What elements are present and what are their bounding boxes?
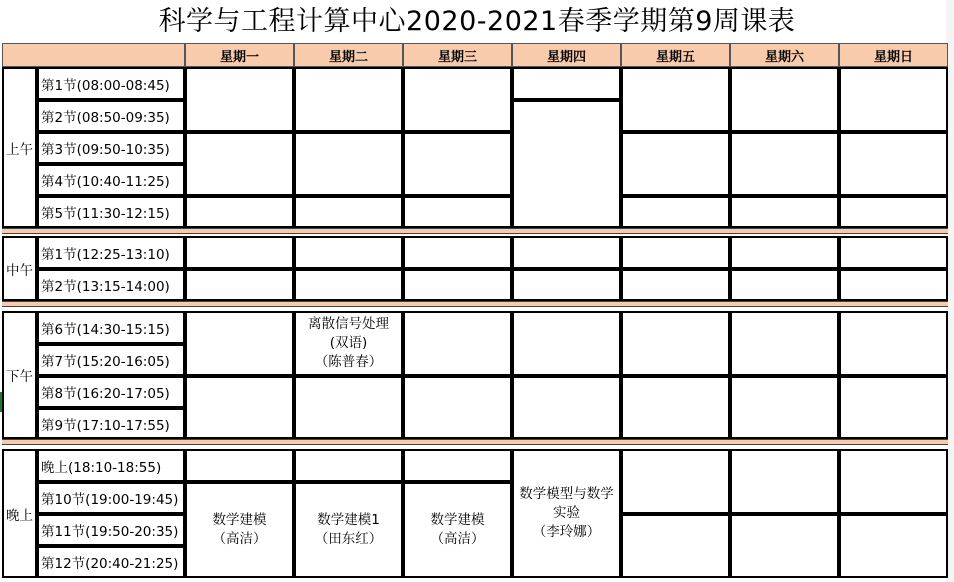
slot-cell[interactable] xyxy=(730,514,839,578)
slot-cell[interactable] xyxy=(621,269,730,301)
course-name: 数学模型与数学实验 xyxy=(519,486,614,521)
period-label: 第7节(15:20-16:05) xyxy=(37,344,185,376)
slot-cell[interactable] xyxy=(839,269,948,301)
slot-cell[interactable] xyxy=(185,132,294,196)
section-label-evening: 晚上 xyxy=(2,449,37,578)
period-label: 第4节(10:40-11:25) xyxy=(37,164,185,196)
course-cell[interactable] xyxy=(403,482,512,578)
slot-cell[interactable] xyxy=(839,311,948,376)
slot-cell[interactable] xyxy=(185,236,294,269)
slot-cell[interactable] xyxy=(403,67,512,132)
period-label: 第1节(08:00-08:45) xyxy=(37,67,185,100)
slot-cell[interactable] xyxy=(512,236,621,269)
slot-cell[interactable] xyxy=(730,132,839,196)
period-label: 第2节(08:50-09:35) xyxy=(37,100,185,132)
day-header: 星期四 xyxy=(512,43,621,67)
slot-cell[interactable] xyxy=(294,67,403,132)
slot-cell[interactable] xyxy=(403,376,512,439)
course-cell[interactable] xyxy=(294,482,403,578)
course-cell[interactable] xyxy=(185,482,294,578)
course-name: 数学建模1 xyxy=(317,512,380,528)
section-label-noon: 中午 xyxy=(2,236,37,301)
slot-cell[interactable] xyxy=(403,449,512,482)
slot-cell[interactable] xyxy=(730,196,839,228)
slot-cell[interactable] xyxy=(730,376,839,439)
course-name: 数学建模 xyxy=(430,512,485,528)
course-cell[interactable] xyxy=(512,449,621,578)
period-label: 第3节(09:50-10:35) xyxy=(37,132,185,164)
slot-cell[interactable] xyxy=(403,132,512,196)
section-separator xyxy=(2,439,948,445)
slot-cell[interactable] xyxy=(185,449,294,482)
slot-cell[interactable] xyxy=(730,67,839,132)
slot-cell[interactable] xyxy=(512,376,621,439)
slot-cell[interactable] xyxy=(730,236,839,269)
slot-cell[interactable] xyxy=(294,376,403,439)
period-label: 晚上(18:10-18:55) xyxy=(37,449,185,482)
slot-cell[interactable] xyxy=(621,449,730,514)
slot-cell[interactable] xyxy=(839,132,948,196)
slot-cell[interactable] xyxy=(294,236,403,269)
day-header: 星期五 xyxy=(621,43,730,67)
section-separator xyxy=(2,228,948,234)
slot-cell[interactable] xyxy=(185,269,294,301)
course-name: 数学建模 xyxy=(212,512,267,528)
slot-cell[interactable] xyxy=(512,311,621,376)
slot-cell[interactable] xyxy=(839,236,948,269)
slot-cell[interactable] xyxy=(403,311,512,376)
slot-cell[interactable] xyxy=(839,376,948,439)
period-label: 第2节(13:15-14:00) xyxy=(37,269,185,301)
slot-cell[interactable] xyxy=(294,132,403,196)
day-header: 星期三 xyxy=(403,43,512,67)
course-cell[interactable] xyxy=(294,311,403,376)
slot-cell[interactable] xyxy=(403,196,512,228)
section-label-afternoon: 下午 xyxy=(2,311,37,439)
period-label: 第8节(16:20-17:05) xyxy=(37,376,185,408)
slot-cell[interactable] xyxy=(512,269,621,301)
slot-cell[interactable] xyxy=(294,269,403,301)
course-teacher: （李玲娜） xyxy=(532,524,601,540)
course-teacher: （陈普春） xyxy=(314,354,383,370)
slot-cell[interactable] xyxy=(730,311,839,376)
period-label: 第5节(11:30-12:15) xyxy=(37,196,185,228)
page-title: 科学与工程计算中心2020-2021春季学期第9周课表 xyxy=(158,6,796,37)
period-label: 第6节(14:30-15:15) xyxy=(37,311,185,344)
section-separator xyxy=(2,301,948,307)
slot-cell[interactable] xyxy=(621,514,730,578)
slot-cell[interactable] xyxy=(403,269,512,301)
day-header: 星期日 xyxy=(839,43,948,67)
course-teacher: （高洁） xyxy=(430,531,485,547)
period-label: 第1节(12:25-13:10) xyxy=(37,236,185,269)
slot-cell[interactable] xyxy=(839,196,948,228)
slot-cell[interactable] xyxy=(839,67,948,132)
period-label: 第12节(20:40-21:25) xyxy=(37,546,185,578)
period-label: 第10节(19:00-19:45) xyxy=(37,482,185,514)
period-label: 第11节(19:50-20:35) xyxy=(37,514,185,546)
course-teacher: （田东红） xyxy=(314,531,383,547)
slot-cell[interactable] xyxy=(621,67,730,132)
slot-cell[interactable] xyxy=(403,236,512,269)
course-teacher: （高洁） xyxy=(212,531,267,547)
slot-cell[interactable] xyxy=(621,311,730,376)
slot-cell[interactable] xyxy=(730,269,839,301)
slot-cell[interactable] xyxy=(185,376,294,439)
slot-cell[interactable] xyxy=(512,100,621,228)
day-header: 星期六 xyxy=(730,43,839,67)
day-header: 星期一 xyxy=(185,43,294,67)
slot-cell[interactable] xyxy=(730,449,839,514)
day-header: 星期二 xyxy=(294,43,403,67)
section-label-morning: 上午 xyxy=(2,67,37,228)
course-name: 离散信号处理(双语) xyxy=(308,316,389,351)
slot-cell[interactable] xyxy=(185,67,294,132)
period-label: 第9节(17:10-17:55) xyxy=(37,408,185,439)
slot-cell[interactable] xyxy=(621,132,730,196)
slot-cell[interactable] xyxy=(294,449,403,482)
slot-cell[interactable] xyxy=(185,311,294,376)
slot-cell[interactable] xyxy=(839,514,948,578)
slot-cell[interactable] xyxy=(839,449,948,514)
slot-cell[interactable] xyxy=(621,376,730,439)
slot-cell[interactable] xyxy=(294,196,403,228)
slot-cell[interactable] xyxy=(621,196,730,228)
slot-cell[interactable] xyxy=(621,236,730,269)
header-corner xyxy=(2,43,185,67)
slot-cell[interactable] xyxy=(512,67,621,100)
slot-cell[interactable] xyxy=(185,196,294,228)
